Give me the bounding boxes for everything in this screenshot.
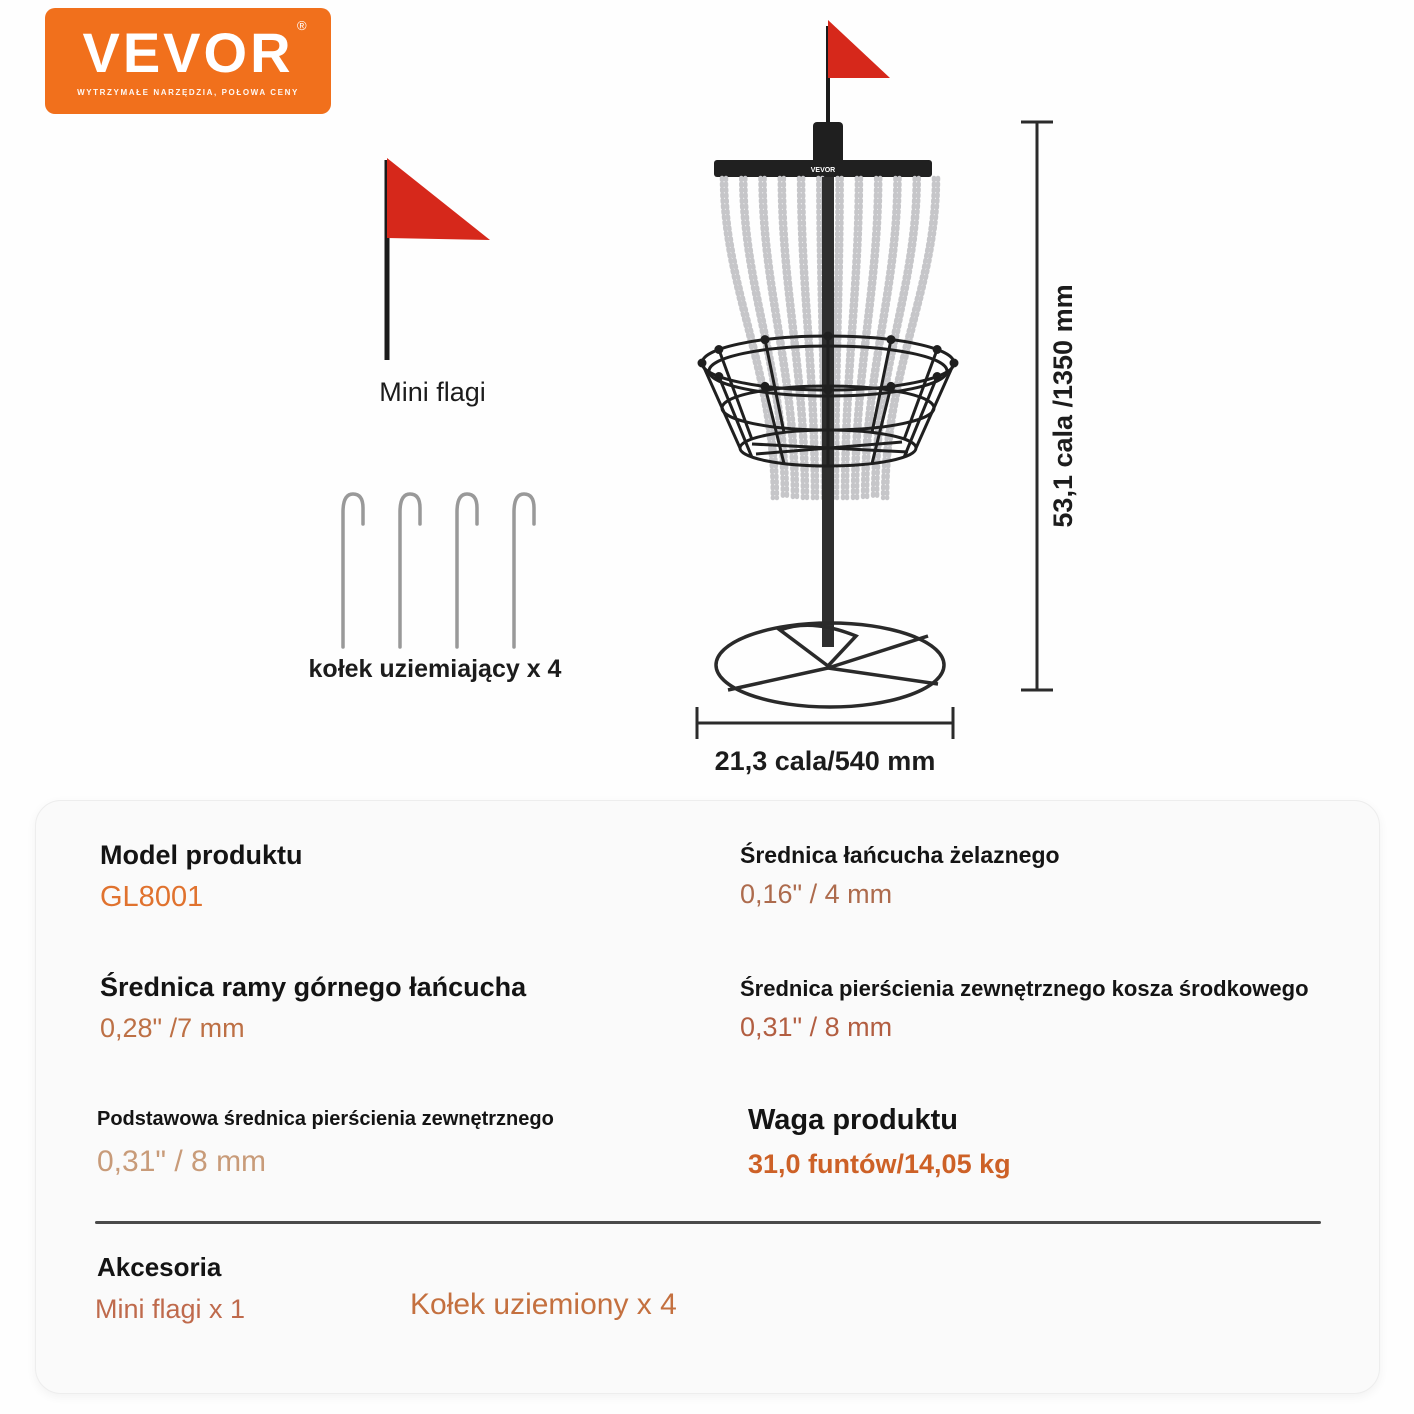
rim-joint — [888, 337, 894, 343]
basket-illustration — [680, 10, 1100, 800]
registered-mark: ® — [296, 18, 310, 33]
spec-value: 0,31" / 8 mm — [97, 1145, 267, 1178]
rim-joint — [951, 360, 957, 366]
rim-joint — [762, 383, 768, 389]
ground-stakes-illustration — [320, 480, 550, 655]
basket-spokes — [699, 333, 957, 466]
spec-weight — [748, 1104, 1011, 1180]
rim-joint — [825, 333, 831, 339]
stake-icon — [457, 494, 477, 647]
spec-mid-basket-ring-diameter — [740, 976, 1309, 1043]
spec-value: 0,28" /7 mm — [100, 1013, 245, 1043]
spec-label: Podstawowa średnica pierścienia zewnętrznego — [97, 1108, 554, 1130]
basket-cage — [699, 333, 957, 466]
panel-divider — [95, 1221, 1321, 1224]
rim-joint — [762, 337, 768, 343]
accessory-ground-stakes: Kołek uziemiony x 4 — [410, 1288, 677, 1321]
spec-value: 0,16" / 4 mm — [740, 879, 893, 909]
brand-name: VEVOR — [82, 21, 294, 84]
width-dimension-line — [697, 707, 953, 739]
spec-top-frame-diameter — [100, 972, 526, 1044]
stake-icon — [343, 494, 363, 647]
accessories-title: Akcesoria — [97, 1252, 222, 1282]
rim-joint — [934, 374, 940, 380]
spec-label: Średnica łańcucha żelaznego — [740, 842, 1060, 868]
spec-chain-diameter — [740, 842, 1060, 910]
spec-label: Średnica pierścienia zewnętrznego kosza środkowego — [740, 976, 1309, 1001]
spec-value: 31,0 funtów/14,05 kg — [748, 1149, 1011, 1179]
spec-label: Średnica ramy górnego łańcucha — [100, 972, 527, 1002]
base-leg — [828, 668, 938, 684]
base-leg-loop — [780, 625, 856, 666]
brand-tagline: WYTRZYMAŁE NARZĘDZIA, POŁOWA CENY — [77, 88, 299, 97]
spec-model — [100, 840, 302, 914]
basket-band-logo: VEVOR — [810, 167, 836, 174]
rim-joint — [888, 383, 894, 389]
vevor-logo-text — [82, 18, 310, 84]
spec-value: GL8001 — [100, 881, 204, 913]
stake-icon — [400, 494, 420, 647]
rim-joint — [716, 347, 722, 353]
spec-base-ring-diameter — [97, 1108, 554, 1179]
vevor-logo — [45, 8, 331, 114]
stake-icon — [514, 494, 534, 647]
height-dimension-label: 53,1 cala /1350 mm — [1048, 284, 1078, 528]
rim-joint — [699, 360, 705, 366]
mini-flag-illustration — [330, 140, 560, 380]
rim-joint — [934, 347, 940, 353]
stakes-label: kołek uziemiający x 4 — [308, 655, 562, 683]
width-dimension-label: 21,3 cala/540 mm — [714, 746, 936, 776]
mini-flag-label: Mini flagi — [379, 377, 486, 407]
spec-label: Model produktu — [100, 840, 303, 870]
basket-flag-pennant — [828, 20, 890, 78]
rim-joint — [716, 374, 722, 380]
mini-flag-pennant — [387, 158, 490, 240]
spec-value: 0,31" / 8 mm — [740, 1012, 893, 1042]
base-leg — [728, 668, 828, 690]
accessory-mini-flags: Mini flagi x 1 — [95, 1294, 246, 1324]
ground-stakes — [343, 494, 534, 647]
spec-label: Waga produktu — [748, 1104, 958, 1136]
